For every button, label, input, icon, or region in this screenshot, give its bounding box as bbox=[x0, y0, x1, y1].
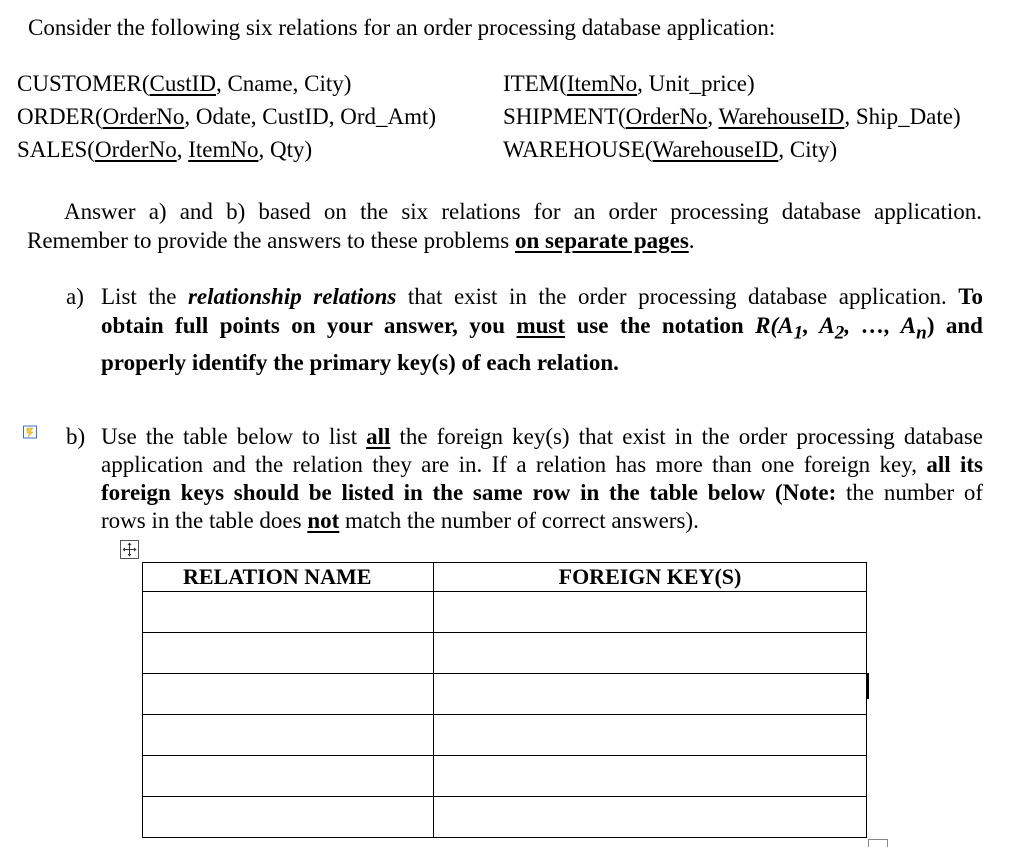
relation-sales-rest: , Qty) bbox=[258, 137, 313, 162]
foreign-key-cell[interactable] bbox=[434, 797, 867, 838]
qb-l4-post: match the number of correct answers). bbox=[339, 508, 699, 533]
relation-shipment bbox=[503, 101, 961, 133]
relation-name-cell[interactable] bbox=[143, 633, 434, 674]
relation-shipment-key2: WarehouseID bbox=[718, 104, 845, 129]
foreign-keys-header: FOREIGN KEY(S) bbox=[434, 563, 867, 592]
intro-text: Consider the following six relations for an order processing database application: bbox=[28, 15, 776, 40]
notation-comma-a: , A bbox=[803, 313, 835, 338]
text-cursor bbox=[867, 673, 869, 699]
relation-shipment-sep: , bbox=[707, 104, 719, 129]
relation-name-cell[interactable] bbox=[143, 592, 434, 633]
relation-name-cell[interactable] bbox=[143, 756, 434, 797]
relation-shipment-name: SHIPMENT( bbox=[503, 104, 626, 129]
relation-shipment-rest: , Ship_Date) bbox=[844, 104, 961, 129]
relation-name-cell[interactable] bbox=[143, 674, 434, 715]
notation-sub-n: n bbox=[916, 322, 927, 344]
question-b-label: b) bbox=[66, 424, 86, 449]
relation-warehouse bbox=[503, 134, 837, 166]
qa-l1-bold: To bbox=[958, 284, 983, 309]
notation-sub-1: 1 bbox=[793, 322, 804, 344]
relation-item-rest: , Unit_price) bbox=[637, 71, 755, 96]
answer-line2-period: . bbox=[688, 228, 695, 253]
answer-instruction-line1: Answer a) and b) based on the six relations for an order processing database application. bbox=[64, 199, 982, 224]
question-b-line4 bbox=[101, 507, 983, 535]
foreign-key-table bbox=[142, 562, 867, 838]
foreign-key-cell[interactable] bbox=[434, 633, 867, 674]
question-a-line1 bbox=[101, 282, 983, 311]
qa-l1-mid: that exist in the order processing database application. bbox=[396, 284, 959, 309]
relation-customer-key: CustID bbox=[149, 71, 216, 96]
same-row-emphasis: foreign keys should be listed in the same row in the table below bbox=[101, 480, 766, 505]
table-move-handle-icon[interactable] bbox=[120, 540, 139, 559]
question-b-line1 bbox=[101, 423, 983, 451]
relation-item-key: ItemNo bbox=[566, 71, 638, 96]
relation-order-name: ORDER( bbox=[17, 104, 103, 129]
question-a-line2 bbox=[101, 311, 983, 348]
question-b-text bbox=[101, 423, 983, 535]
answer-line2-text: Remember to provide the answers to these problems bbox=[27, 228, 515, 253]
flag-marker-icon[interactable] bbox=[22, 424, 38, 440]
note-label: (Note: bbox=[765, 480, 837, 505]
relation-warehouse-name: WAREHOUSE( bbox=[503, 137, 653, 162]
table-row bbox=[143, 592, 867, 633]
foreign-key-cell[interactable] bbox=[434, 592, 867, 633]
relation-shipment-key1: OrderNo bbox=[625, 104, 708, 129]
foreign-key-cell[interactable] bbox=[434, 674, 867, 715]
must-emphasis: must bbox=[516, 313, 566, 338]
qa-l1-pre: List the bbox=[101, 284, 188, 309]
not-emphasis: not bbox=[307, 508, 340, 533]
relation-order bbox=[17, 101, 436, 133]
table-row bbox=[143, 797, 867, 838]
relation-item-name: ITEM( bbox=[503, 71, 567, 96]
question-a-label: a) bbox=[66, 284, 84, 309]
relation-warehouse-key: WarehouseID bbox=[652, 137, 779, 162]
foreign-key-cell[interactable] bbox=[434, 756, 867, 797]
relation-order-rest: , Odate, CustID, Ord_Amt) bbox=[184, 104, 437, 129]
qa-l2-pre: obtain full points on your answer, you bbox=[101, 313, 517, 338]
relation-customer bbox=[17, 68, 351, 100]
notation-r: R(A bbox=[755, 313, 794, 338]
foreign-key-cell[interactable] bbox=[434, 715, 867, 756]
qb-l2-pre: application and the relation they are in. If a relation has more than one foreign key, bbox=[101, 452, 927, 477]
question-b-line3 bbox=[101, 479, 983, 507]
qb-l1-post: the foreign key(s) that exist in the order processing database bbox=[390, 424, 983, 449]
relation-sales-key2: ItemNo bbox=[188, 137, 259, 162]
table-row bbox=[143, 633, 867, 674]
question-a-line3: properly identify the primary key(s) of each relation. bbox=[101, 349, 619, 375]
notation-ellipsis: , …, A bbox=[844, 313, 917, 338]
answer-instruction-line2 bbox=[27, 226, 695, 255]
relation-item bbox=[503, 68, 755, 100]
relationship-relations-emphasis: relationship relations bbox=[187, 284, 397, 309]
table-row bbox=[143, 756, 867, 797]
table-row bbox=[143, 674, 867, 715]
relation-customer-rest: , Cname, City) bbox=[215, 71, 352, 96]
relation-order-key: OrderNo bbox=[102, 104, 185, 129]
table-row bbox=[143, 715, 867, 756]
qb-l3-post: the number of bbox=[836, 480, 984, 505]
relation-sales-name: SALES( bbox=[17, 137, 95, 162]
relation-sales-key1: OrderNo bbox=[94, 137, 177, 162]
question-b-line2 bbox=[101, 451, 983, 479]
separate-pages-emphasis: on separate pages bbox=[515, 228, 689, 253]
all-its-emphasis: all its bbox=[926, 452, 984, 477]
relation-name-cell[interactable] bbox=[143, 797, 434, 838]
relation-sales bbox=[17, 134, 312, 166]
all-emphasis: all bbox=[366, 424, 391, 449]
question-a-text bbox=[101, 282, 983, 377]
relation-name-header: RELATION NAME bbox=[143, 563, 434, 592]
qa-l2-end: ) and bbox=[926, 313, 983, 338]
notation-sub-2: 2 bbox=[834, 322, 845, 344]
relation-name-cell[interactable] bbox=[143, 715, 434, 756]
relation-sales-sep: , bbox=[176, 137, 189, 162]
relation-customer-name: CUSTOMER( bbox=[17, 71, 150, 96]
table-header-row bbox=[143, 563, 867, 592]
relation-warehouse-rest: , City) bbox=[778, 137, 838, 162]
qb-l4-pre: rows in the table does bbox=[101, 508, 308, 533]
qa-l2-mid: use the notation bbox=[565, 313, 756, 338]
qb-l1-pre: Use the table below to list bbox=[101, 424, 367, 449]
